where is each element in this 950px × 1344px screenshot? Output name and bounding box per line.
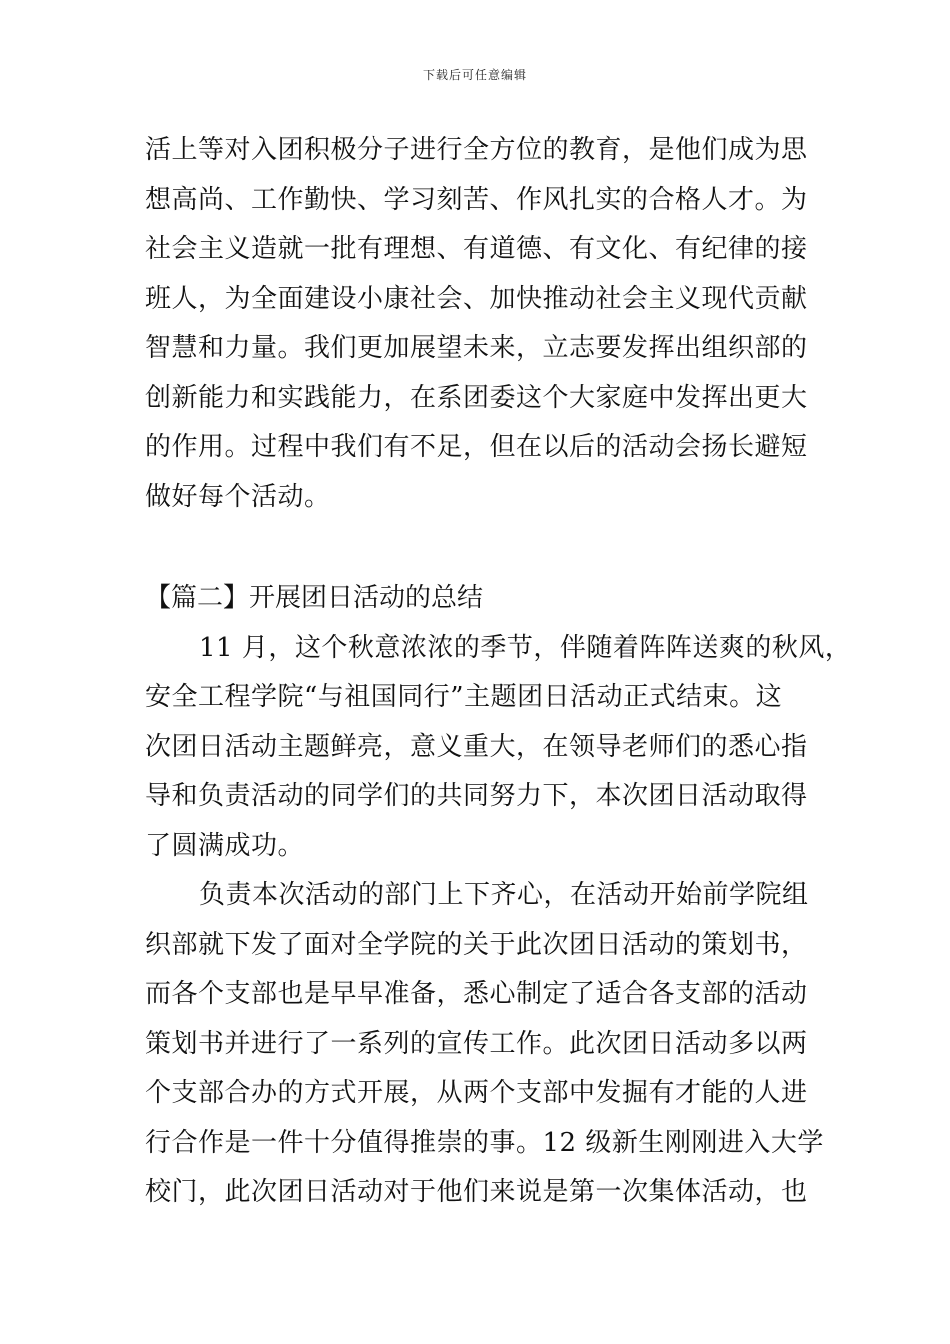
- text-line: 校门，此次团日活动对于他们来说是第一次集体活动，也: [145, 1177, 808, 1207]
- paragraph-1: [145, 624, 852, 872]
- text-line: 智慧和力量。我们更加展望未来，立志要发挥出组织部的: [145, 333, 808, 363]
- text-line: 想高尚、工作勤快、学习刻苦、作风扎实的合格人才。为: [145, 184, 808, 215]
- section-two: [145, 574, 852, 1218]
- text-line: 做好每个活动。: [145, 481, 331, 512]
- paragraph-2: [145, 871, 825, 1218]
- text-line: 策划书并进行了一系列的宣传工作。此次团日活动多以两: [145, 1028, 808, 1059]
- text-line: 了圆满成功。: [145, 830, 305, 861]
- header-note: 下载后可任意编辑: [422, 68, 527, 82]
- text-line: 行合作是一件十分值得推崇的事。12 级新生刚刚进入大学: [145, 1127, 824, 1158]
- text-line: 11 月，这个秋意浓浓的季节，伴随着阵阵送爽的秋风，: [199, 632, 852, 663]
- text-line: 班人，为全面建设小康社会、加快推动社会主义现代贡献: [145, 283, 808, 314]
- text-line: 活上等对入团积极分子进行全方位的教育，是他们成为思: [145, 135, 808, 165]
- text-line: 负责本次活动的部门上下齐心，在活动开始前学院组: [199, 880, 809, 910]
- text-line: 创新能力和实践能力，在系团委这个大家庭中发挥出更大: [145, 382, 808, 413]
- text-line: 安全工程学院“与祖国同行”主题团日活动正式结束。这: [145, 682, 783, 712]
- text-line: 的作用。过程中我们有不足，但在以后的活动会扬长避短: [145, 432, 808, 462]
- section-heading: 【篇二】开展团日活动的总结: [145, 583, 484, 613]
- text-line: 社会主义造就一批有理想、有道德、有文化、有纪律的接: [145, 234, 808, 264]
- text-line: 个支部合办的方式开展，从两个支部中发掘有才能的人进: [145, 1078, 808, 1108]
- paragraph-continued: [145, 126, 825, 522]
- text-line: 导和负责活动的同学们的共同努力下，本次团日活动取得: [145, 781, 808, 811]
- text-line: 次团日活动主题鲜亮，意义重大，在领导老师们的悉心指: [145, 731, 808, 762]
- text-line: 而各个支部也是早早准备，悉心制定了适合各支部的活动: [145, 979, 808, 1009]
- text-line: 织部就下发了面对全学院的关于此次团日活动的策划书，: [145, 929, 808, 960]
